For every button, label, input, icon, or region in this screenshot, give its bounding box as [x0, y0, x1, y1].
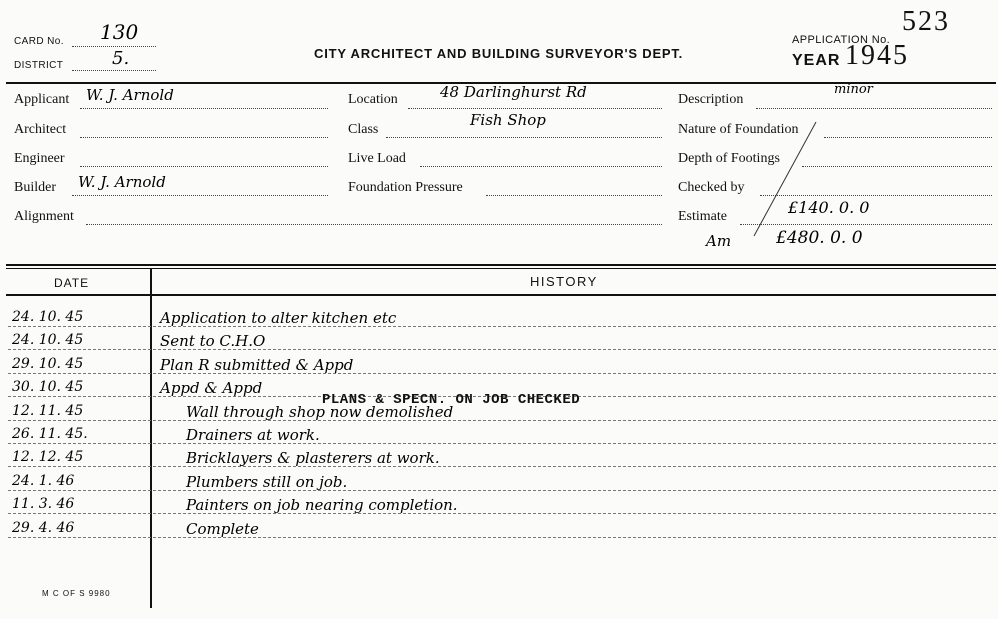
foundation-pressure-line [486, 195, 662, 196]
history-header-rule [6, 294, 996, 296]
architect-line [80, 137, 328, 138]
amended-value: £480. 0. 0 [776, 228, 863, 248]
diagonal-stroke [750, 120, 820, 240]
alignment-label: Alignment [14, 209, 74, 224]
history-row-date: 29. 4. 46 [12, 519, 75, 536]
history-row-text: Plumbers still on job. [186, 472, 348, 491]
history-row-line [8, 326, 996, 327]
history-row-text: Sent to C.H.O [160, 332, 266, 351]
history-row-date: 29. 10. 45 [12, 355, 84, 372]
estimate-label: Estimate [678, 209, 727, 224]
history-row-line [8, 490, 996, 491]
history-row-date: 24. 1. 46 [12, 472, 75, 489]
history-row-text: Wall through shop now demolished [186, 402, 454, 421]
dept-title: CITY ARCHITECT AND BUILDING SURVEYOR'S DEPT. [314, 46, 684, 61]
history-row-line [8, 537, 996, 538]
description-label: Description [678, 92, 744, 107]
date-column-divider [150, 268, 152, 608]
engineer-label: Engineer [14, 151, 65, 166]
class-line [386, 137, 662, 138]
application-no-label: APPLICATION No. [792, 34, 891, 46]
builder-label: Builder [14, 180, 56, 195]
live-load-line [420, 166, 662, 167]
builder-line [72, 195, 328, 196]
history-row-date: 12. 12. 45 [12, 449, 84, 466]
history-row-text: Drainers at work. [186, 426, 320, 444]
location-label: Location [348, 92, 398, 107]
history-row-date: 30. 10. 45 [12, 379, 84, 396]
history-row-line [8, 373, 996, 374]
location-line [408, 108, 662, 109]
class-label: Class [348, 122, 379, 137]
history-row-text: Application to alter kitchen etc [160, 309, 397, 327]
applicant-value: W. J. Arnold [86, 86, 174, 104]
history-top-rule [6, 264, 996, 266]
district-value: 5. [112, 48, 130, 69]
form-code: M C OF S 9980 [42, 589, 111, 598]
history-row-line [8, 443, 996, 444]
engineer-line [80, 166, 328, 167]
card-no-value: 130 [100, 20, 139, 44]
history-row-text: Complete [186, 519, 259, 538]
year-value: 1945 [845, 40, 909, 71]
builder-value: W. J. Arnold [78, 173, 166, 191]
history-row-date: 24. 10. 45 [12, 309, 84, 325]
alignment-line [86, 224, 662, 225]
history-row-line [8, 349, 996, 350]
amended-label: Am [706, 232, 732, 250]
history-top-rule-2 [6, 268, 996, 269]
history-row-line [8, 466, 996, 467]
history-row-line [8, 420, 996, 421]
district-label: DISTRICT [14, 60, 64, 71]
history-row-line [8, 513, 996, 514]
application-no-value: 523 [902, 6, 950, 37]
history-row-date: 26. 11. 45. [12, 426, 88, 442]
date-header: DATE [54, 276, 90, 290]
plans-checked-stamp: PLANS & SPECN. ON JOB CHECKED [322, 392, 581, 408]
history-row-date: 24. 10. 45 [12, 332, 84, 349]
history-row-text: Bricklayers & plasterers at work. [186, 449, 440, 468]
estimate-value: £140. 0. 0 [788, 198, 870, 217]
foundation-pressure-label: Foundation Pressure [348, 180, 463, 195]
history-row-text: Appd & Appd [160, 379, 263, 398]
history-header: HISTORY [530, 274, 598, 289]
live-load-label: Live Load [348, 151, 406, 166]
applicant-line [80, 108, 328, 109]
architect-label: Architect [14, 122, 67, 137]
class-value: Fish Shop [470, 111, 546, 129]
depth-of-footings-label: Depth of Footings [678, 151, 780, 166]
year-label: YEAR [792, 52, 841, 69]
card-no-label: CARD No. [14, 36, 64, 47]
card-no-line [72, 46, 156, 47]
nature-of-foundation-label: Nature of Foundation [678, 122, 799, 137]
applicant-label: Applicant [14, 92, 70, 107]
checked-by-label: Checked by [678, 180, 745, 195]
district-line [72, 70, 156, 71]
history-row-date: 11. 3. 46 [12, 496, 75, 513]
depth-of-footings-line [802, 166, 992, 167]
history-row-date: 12. 11. 45 [12, 402, 84, 419]
location-value: 48 Darlinghurst Rd [440, 83, 587, 101]
description-line [756, 108, 992, 109]
history-row-text: Painters on job nearing completion. [186, 496, 458, 515]
history-row-text: Plan R submitted & Appd [160, 355, 354, 374]
nature-of-foundation-line [824, 137, 992, 138]
description-value: minor [834, 82, 873, 97]
